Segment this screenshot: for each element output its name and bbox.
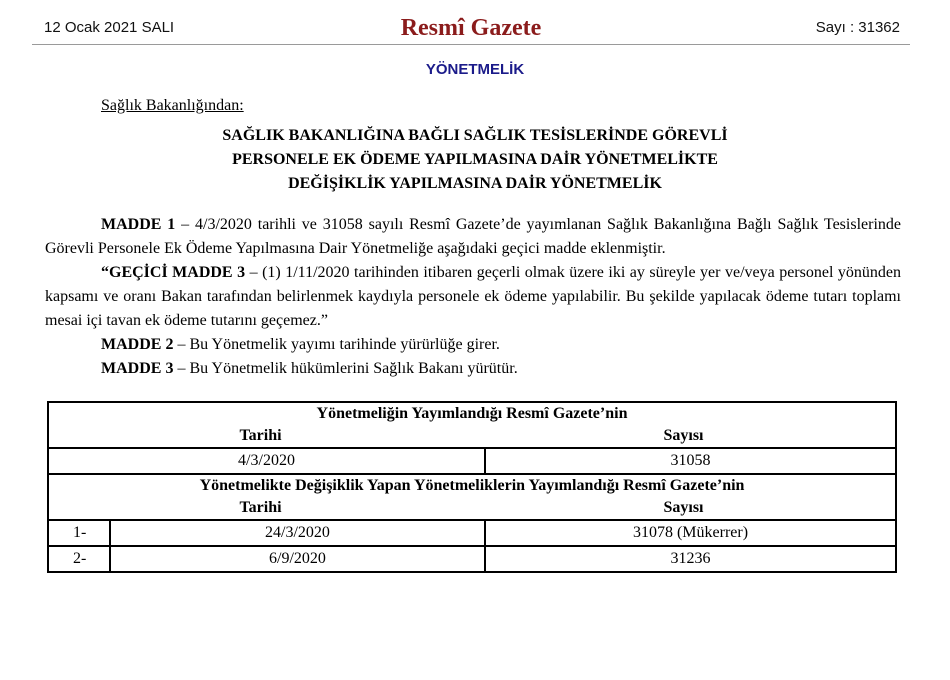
- title-line: SAĞLIK BAKANLIĞINA BAĞLI SAĞLIK TESİSLERİNDE GÖREVLİ: [222, 127, 728, 144]
- regulation-body: [45, 213, 901, 381]
- article-text: – Bu Yönetmelik hükümlerini Sağlık Bakanı yürütür.: [173, 360, 518, 377]
- column-headers: [49, 497, 895, 519]
- article-text: – 4/3/2020 tarihli ve 31058 sayılı Resmî Gazete’de yayımlanan Sağlık Bakanlığına Bağlı Sağlık Tesislerinde Görevli Personele Ek Ödeme Yapılmasına Dair Yönetmeliğe aşağıdaki geçici madde eklenmiştir.: [45, 216, 902, 257]
- amendment-issue: 31236: [485, 546, 896, 572]
- article-text: – Bu Yönetmelik yayımı tarihinde yürürlüğe girer.: [173, 336, 500, 353]
- gazette-header: [32, 10, 910, 45]
- section1-title: Yönetmeliğin Yayımlandığı Resmî Gazete’nin: [316, 405, 628, 422]
- regulation-title: [0, 124, 950, 196]
- col-date-header: Tarihi: [239, 499, 282, 516]
- amendment-date: 24/3/2020: [110, 520, 485, 546]
- title-line: PERSONELE EK ÖDEME YAPILMASINA DAİR YÖNETMELİKTE: [232, 151, 718, 168]
- article-label: MADDE 3: [101, 360, 174, 377]
- row-number: 2-: [48, 546, 110, 572]
- original-date: 4/3/2020: [48, 448, 485, 474]
- original-issue: 31058: [485, 448, 896, 474]
- article-label: “GEÇİCİ MADDE 3: [101, 264, 246, 281]
- amendment-date: 6/9/2020: [110, 546, 485, 572]
- article-label: MADDE 1: [101, 216, 176, 233]
- table-row: [48, 448, 896, 474]
- header-date: 12 Ocak 2021 SALI: [44, 19, 175, 36]
- table-row: [48, 520, 896, 546]
- header-issue-number: Sayı : 31362: [815, 19, 900, 36]
- article-3: [45, 357, 901, 381]
- col-date-header: Tarihi: [239, 427, 282, 444]
- row-number: 1-: [48, 520, 110, 546]
- section2-title: Yönetmelikte Değişiklik Yapan Yönetmeliklerin Yayımlandığı Resmî Gazete’nin: [199, 477, 745, 494]
- article-text: – (1) 1/11/2020 tarihinden itibaren geçerli olmak üzere iki ay süreyle yer ve/veya personel yönünden kapsamı ve oranı Bakan tarafından belirlenmek kaydıyla personele ek ödeme yapılabilir. Bu şekilde yapılacak ödeme tutarı toplamı mesai içi tavan ek ödeme tutarını geçemez.”: [45, 264, 902, 329]
- table-row: [48, 546, 896, 572]
- publication-history-table: [47, 401, 897, 573]
- table-section-title: [48, 474, 896, 520]
- article-label: MADDE 2: [101, 336, 174, 353]
- title-line: DEĞİŞİKLİK YAPILMASINA DAİR YÖNETMELİK: [288, 175, 662, 192]
- provisional-article-3: [45, 261, 901, 333]
- col-issue-header: Sayısı: [663, 427, 704, 444]
- amendment-issue: 31078 (Mükerrer): [485, 520, 896, 546]
- col-issue-header: Sayısı: [663, 499, 704, 516]
- article-1: [45, 213, 901, 261]
- gazette-title: Resmî Gazete: [400, 15, 542, 41]
- column-headers: [49, 425, 895, 447]
- section-heading: YÖNETMELİK: [425, 61, 525, 78]
- article-2: [45, 333, 901, 357]
- table-section-title: [48, 402, 896, 448]
- ministry-name: Sağlık Bakanlığından:: [101, 97, 244, 114]
